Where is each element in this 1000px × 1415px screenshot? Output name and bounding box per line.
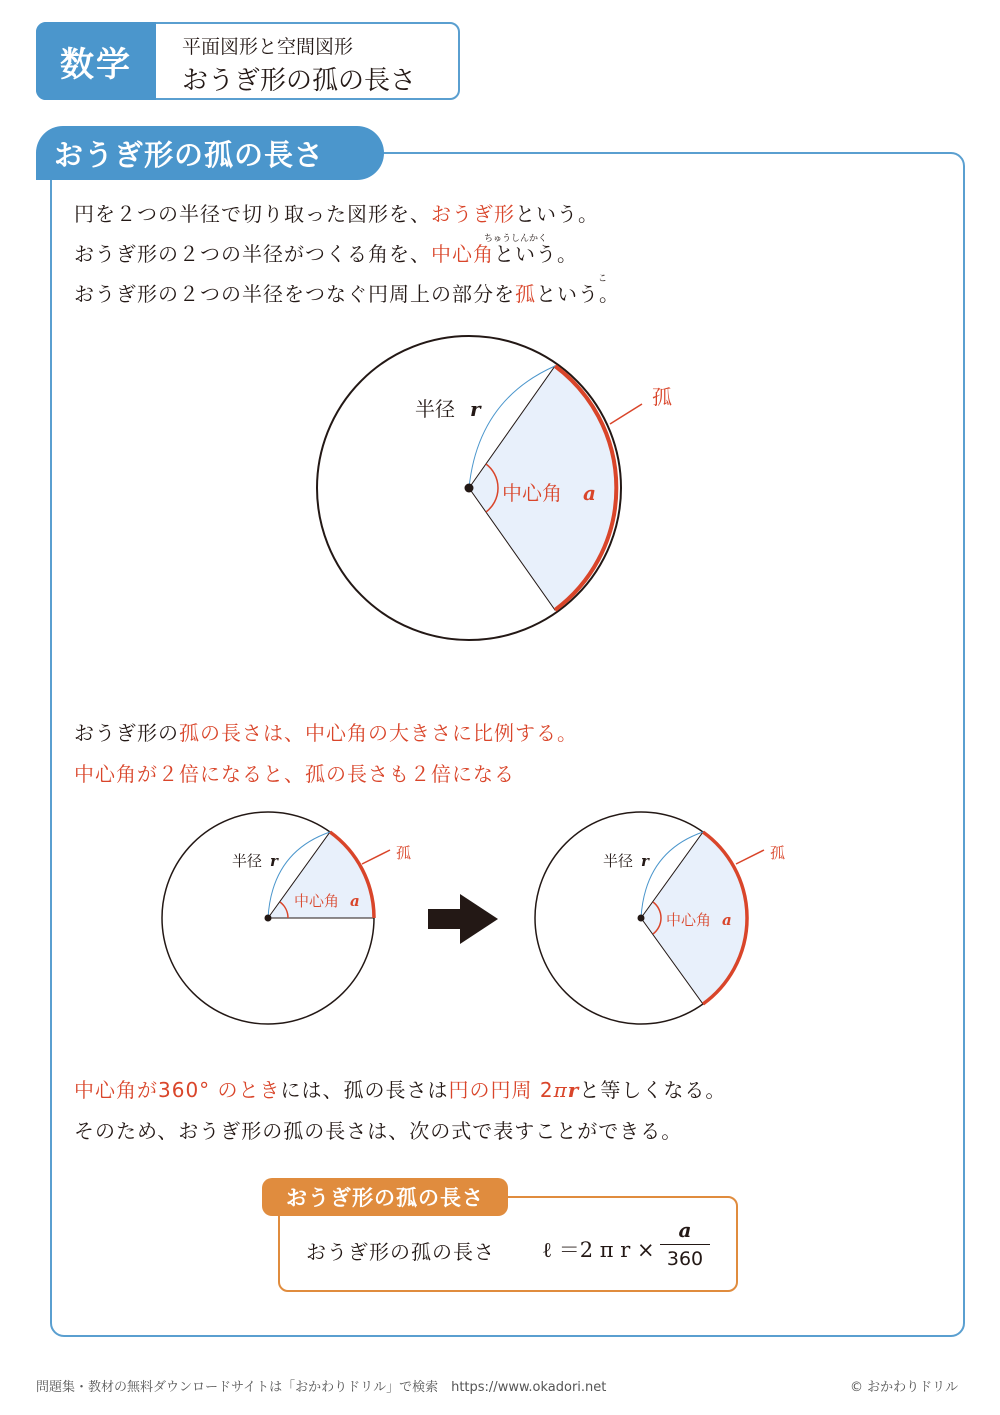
small-diagram-left bbox=[162, 812, 411, 1024]
conclusion-line-1-a: 中心角が360° のとき bbox=[74, 1078, 281, 1102]
conclusion-r: r bbox=[567, 1078, 580, 1102]
fraction-denominator: 360 bbox=[666, 1248, 704, 1270]
right-angle-label: 中心角 bbox=[666, 911, 712, 929]
intro-line-1-a: 円を２つの半径で切り取った図形を、 bbox=[74, 202, 431, 226]
main-arc-label: 孤 bbox=[652, 385, 672, 409]
term-sector: おうぎ形 bbox=[431, 202, 515, 226]
formula-expression: ℓ ＝2 π r × bbox=[542, 1238, 655, 1262]
ruby-central-angle: ちゅうしんかく bbox=[484, 234, 548, 244]
formula-label: おうぎ形の孤の長さ bbox=[306, 1240, 495, 1264]
small-diagram-right bbox=[535, 812, 785, 1024]
footer-copyright: © おかわりドリル bbox=[850, 1380, 959, 1395]
intro-line-3-c: という。 bbox=[536, 282, 620, 306]
conclusion-line-1-c: 円の円周 2 bbox=[448, 1078, 554, 1102]
page-title: おうぎ形の孤の長さ bbox=[182, 66, 417, 96]
fraction-bar bbox=[660, 1244, 710, 1245]
intro-line-2-c: という。 bbox=[494, 242, 578, 266]
arrow-icon bbox=[428, 894, 498, 944]
intro-line-3-a: おうぎ形の２つの半径をつなぐ円周上の部分を bbox=[74, 282, 515, 306]
main-arc-pointer bbox=[610, 404, 642, 424]
right-center-dot bbox=[638, 915, 645, 922]
category-label: 平面図形と空間図形 bbox=[182, 36, 354, 58]
left-angle-var: a bbox=[350, 892, 360, 910]
left-angle-label: 中心角 bbox=[294, 892, 340, 910]
right-radius-label: 半径 bbox=[603, 852, 634, 870]
term-central-angle: 中心角 bbox=[431, 242, 494, 266]
conclusion-line-2: そのため、おうぎ形の孤の長さは、次の式で表すことができる。 bbox=[74, 1119, 683, 1143]
right-arc-label: 孤 bbox=[770, 844, 786, 862]
left-radius-label: 半径 bbox=[232, 852, 263, 870]
subject-label: 数学 bbox=[36, 22, 156, 100]
section-title: おうぎ形の孤の長さ bbox=[36, 126, 384, 180]
term-arc: 孤 bbox=[515, 282, 536, 306]
conclusion-pi: π bbox=[553, 1078, 568, 1102]
fraction-numerator: a bbox=[678, 1218, 692, 1242]
left-arc-pointer bbox=[362, 850, 390, 864]
main-radius-label: 半径 bbox=[415, 397, 455, 421]
proportion-line-1-a: おうぎ形の bbox=[74, 721, 179, 745]
proportion-line-1 bbox=[74, 719, 578, 747]
right-radius-var: r bbox=[641, 852, 649, 870]
main-center-dot bbox=[465, 484, 474, 493]
ruby-arc: こ bbox=[598, 274, 608, 284]
left-radius-var: r bbox=[270, 852, 278, 870]
intro-line-1-c: という。 bbox=[515, 202, 599, 226]
conclusion-line-1-b: には、孤の長さは bbox=[280, 1078, 449, 1102]
main-radius-var: r bbox=[470, 397, 481, 421]
main-angle-label: 中心角 bbox=[502, 481, 562, 505]
left-center-dot bbox=[265, 915, 272, 922]
formula-title: おうぎ形の孤の長さ bbox=[262, 1178, 508, 1216]
footer-text: 問題集・教材の無料ダウンロードサイトは「おかわりドリル」で検索 https://www.okadori.net bbox=[36, 1380, 607, 1395]
conclusion-line-1-f: と等しくなる。 bbox=[579, 1078, 727, 1102]
right-arc-pointer bbox=[736, 850, 764, 864]
proportion-line-1-b: 孤の長さは、中心角の大きさに比例する。 bbox=[179, 721, 578, 745]
right-angle-var: a bbox=[722, 911, 732, 929]
intro-line-2-a: おうぎ形の２つの半径がつくる角を、 bbox=[74, 242, 431, 266]
proportion-line-2: 中心角が２倍になると、孤の長さも２倍になる bbox=[74, 762, 515, 786]
main-diagram bbox=[317, 336, 672, 640]
left-arc-label: 孤 bbox=[396, 844, 412, 862]
formula-fraction bbox=[660, 1218, 710, 1271]
conclusion-line-1 bbox=[74, 1076, 726, 1104]
main-angle-var: a bbox=[583, 481, 596, 505]
